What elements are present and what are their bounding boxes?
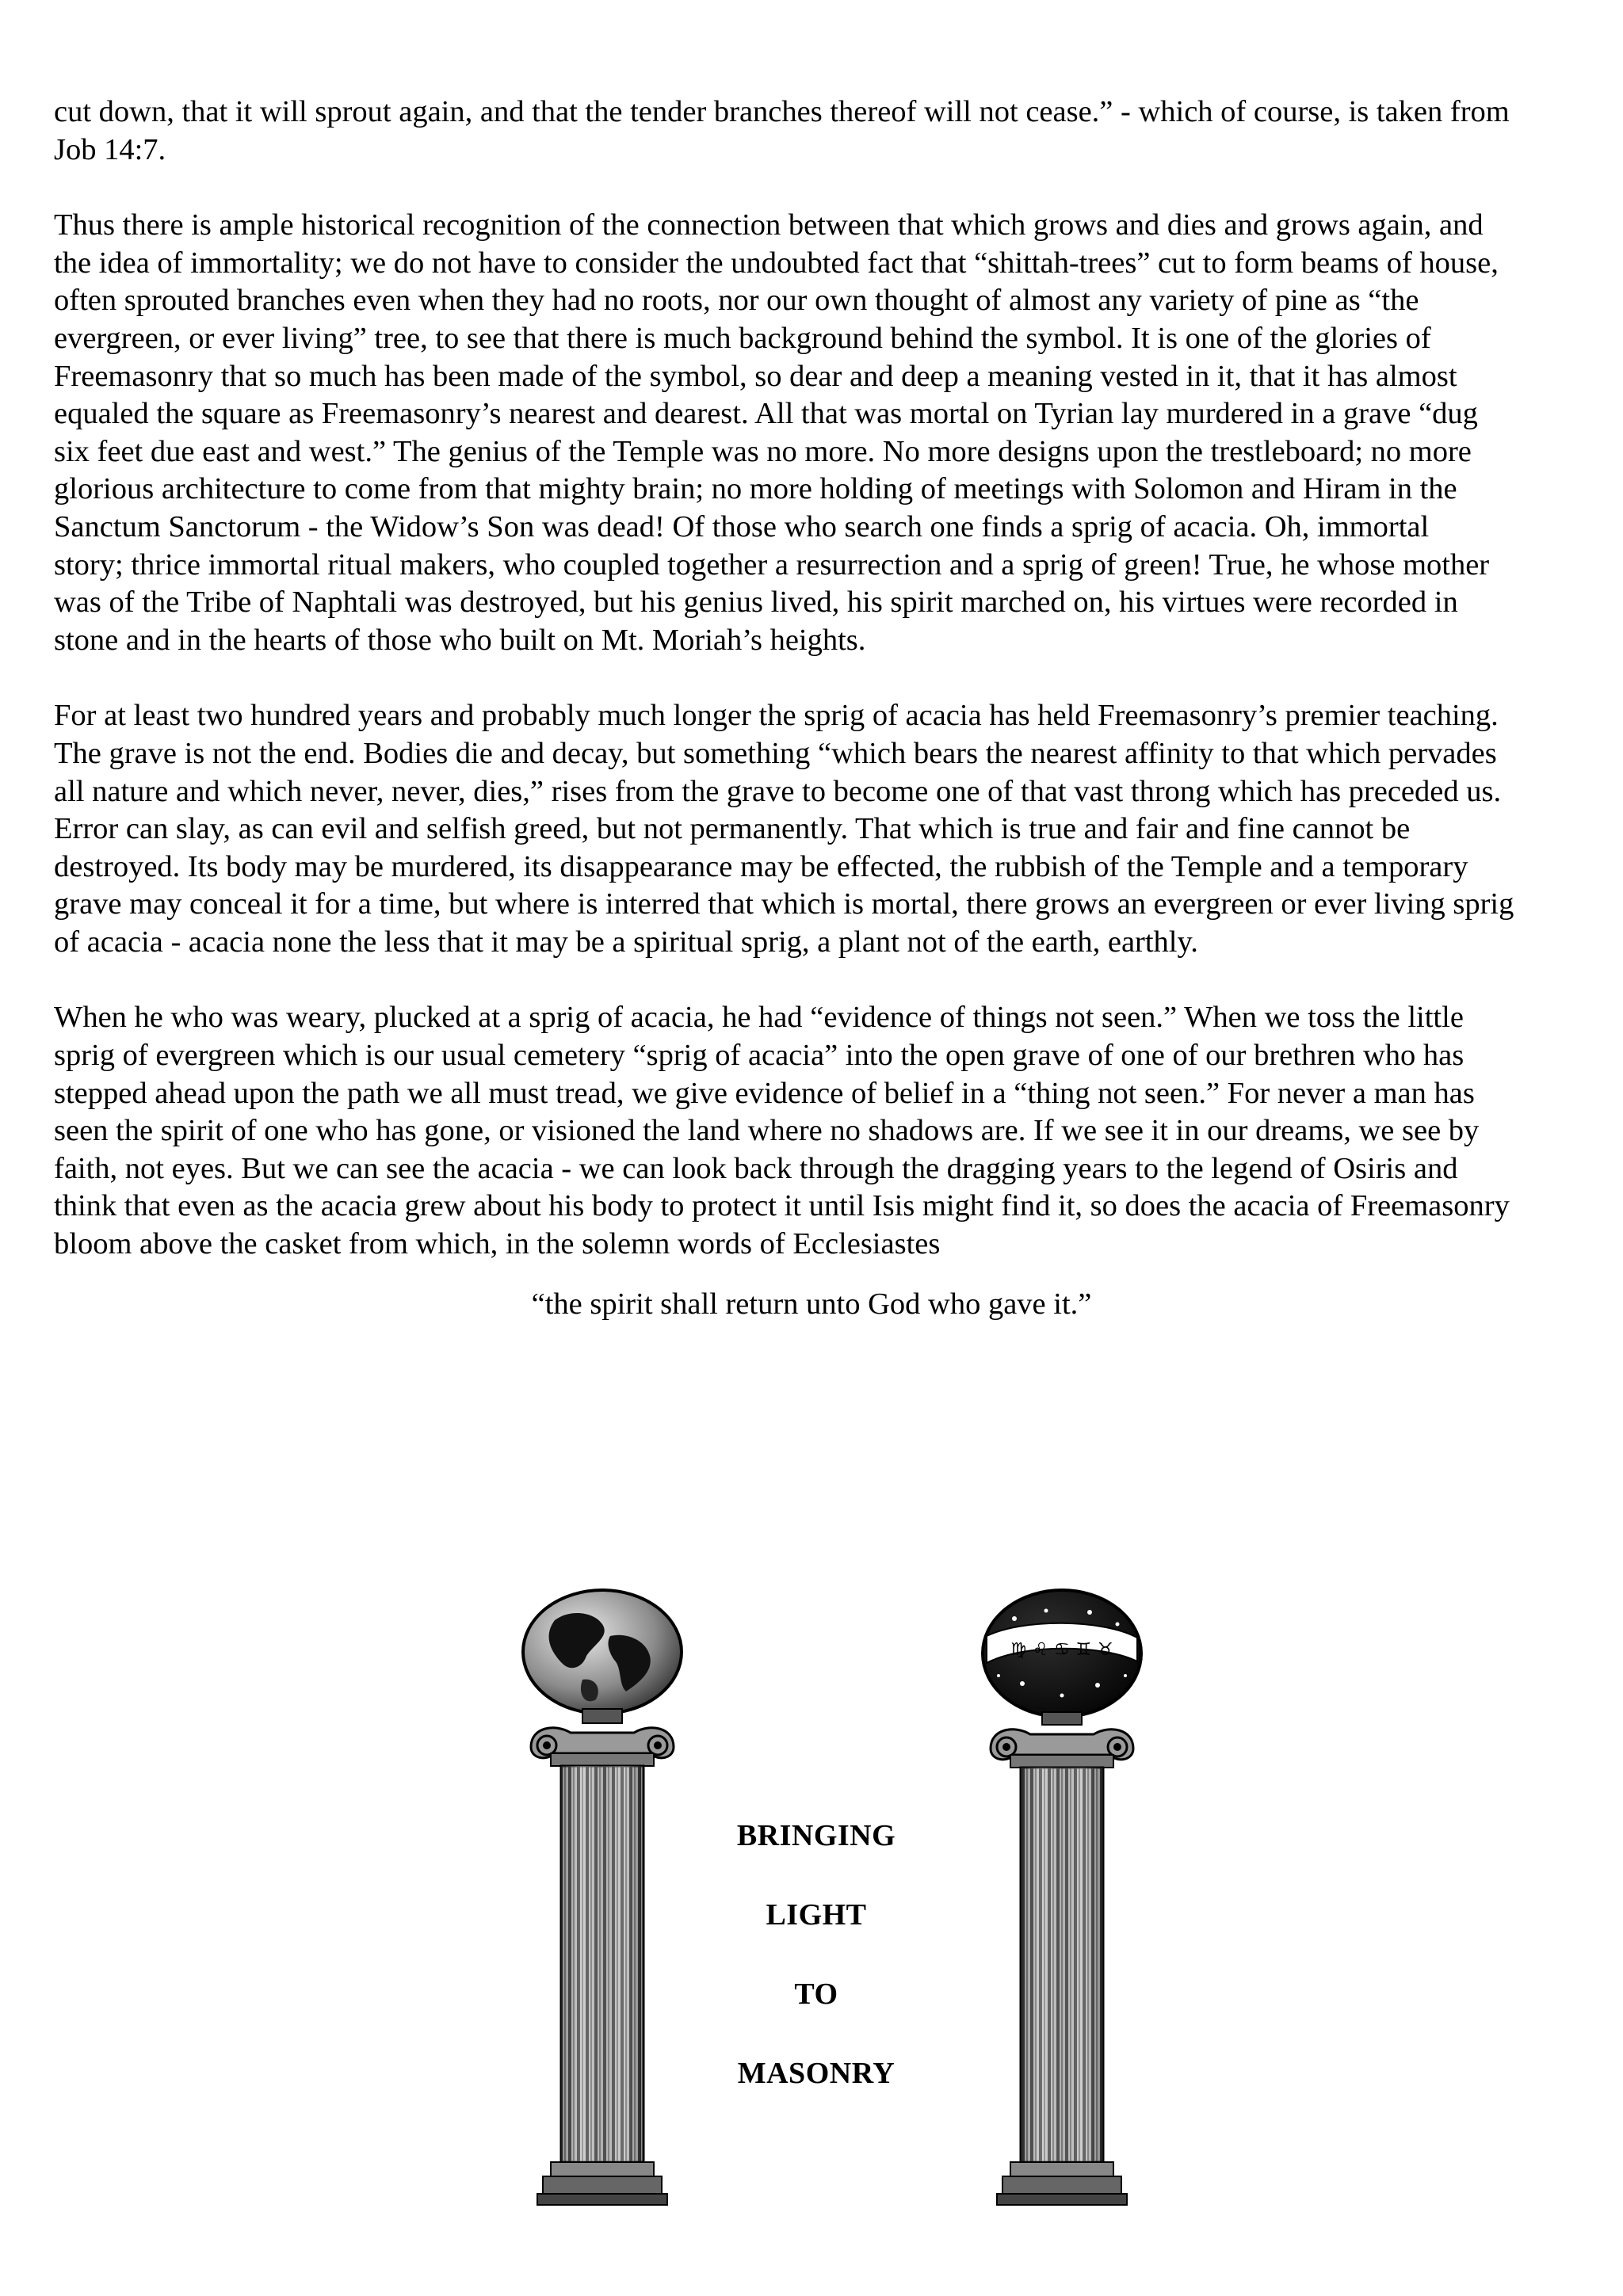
text-line: grave may conceal it for a time, but where is interred that which is mortal, there grows an evergreen or ever living sprig bbox=[54, 887, 1514, 921]
text-line: destroyed. Its body may be murdered, its disappearance may be effected, the rubbish of the Temple and a temporary bbox=[54, 849, 1468, 883]
text-line: stepped ahead upon the path we all must tread, we give evidence of belief in a “thing not seen.” For never a man has bbox=[54, 1076, 1475, 1110]
closing-quote: “the spirit shall return unto God who gave it.” bbox=[531, 1287, 1092, 1321]
text-line: For at least two hundred years and probably much longer the sprig of acacia has held Freemasonry’s premier teaching. bbox=[54, 699, 1499, 733]
text-line: The grave is not the end. Bodies die and decay, but something “which bears the nearest affinity to that which pervades bbox=[54, 736, 1497, 770]
svg-text:♍ ♌ ♋ ♊ ♉: ♍ ♌ ♋ ♊ ♉ bbox=[1010, 1640, 1113, 1660]
text-line: story; thrice immortal ritual makers, who coupled together a resurrection and a sprig of green! True, he whose mother bbox=[54, 547, 1490, 582]
text-line: bloom above the casket from which, in the solemn words of Ecclesiastes bbox=[54, 1227, 941, 1261]
text-line: stone and in the hearts of those who built on Mt. Moriah’s heights. bbox=[54, 623, 866, 657]
emblem-line: BRINGING bbox=[736, 1819, 896, 1852]
paragraph bbox=[54, 207, 1607, 659]
terrestrial-globe-icon bbox=[523, 1590, 682, 1714]
text-line: of acacia - acacia none the less that it may be a spiritual sprig, a plant not of the earth, earthly. bbox=[54, 925, 1198, 959]
emblem-line: MASONRY bbox=[737, 2057, 896, 2090]
emblem-line: LIGHT bbox=[766, 1898, 867, 1932]
text-line: Sanctum Sanctorum - the Widow’s Son was dead! Of those who search one finds a sprig of acacia. Oh, immortal bbox=[54, 509, 1430, 543]
text-line: equaled the square as Freemasonry’s nearest and dearest. All that was mortal on Tyrian lay murdered in a grave “dug bbox=[54, 397, 1478, 431]
text-line: Job 14:7. bbox=[54, 132, 166, 166]
text-line: all nature and which never, never, dies,” rises from the grave to become one of that vast throng which has preceded us. bbox=[54, 774, 1502, 808]
text-line: Error can slay, as can evil and selfish greed, but not permanently. That which is true and fair and fine cannot be bbox=[54, 812, 1411, 846]
celestial-globe-icon bbox=[983, 1590, 1141, 1717]
text-line: When he who was weary, plucked at a sprig of acacia, he had “evidence of things not seen.” When we toss the little bbox=[54, 1001, 1464, 1035]
text-line: evergreen, or ever living” tree, to see that there is much background behind the symbol. It is one of the glories of bbox=[54, 321, 1431, 355]
text-line: was of the Tribe of Naphtali was destroyed, but his genius lived, his spirit marched on, his virtues were recorded in bbox=[54, 585, 1458, 620]
text-line: seen the spirit of one who has gone, or visioned the land where no shadows are. If we see it in our dreams, we see by bbox=[54, 1114, 1480, 1148]
text-line: often sprouted branches even when they had no roots, nor our own thought of almost any variety of pine as “the bbox=[54, 284, 1419, 318]
text-line: the idea of immortality; we do not have to consider the undoubted fact that “shittah-trees” cut to form beams of house, bbox=[54, 246, 1499, 280]
pillars-emblem bbox=[507, 1589, 1157, 2222]
text-line: Thus there is ample historical recognition of the connection between that which grows and dies and grows again, and bbox=[54, 208, 1484, 242]
paragraph bbox=[54, 93, 1607, 169]
paragraph bbox=[54, 999, 1607, 1263]
left-pillar bbox=[523, 1590, 682, 2205]
text-line: glorious architecture to come from that mighty brain; no more holding of meetings with Solomon and Hiram in the bbox=[54, 472, 1457, 506]
text-line: cut down, that it will sprout again, and that the tender branches thereof will not cease.” - which of course, is taken from bbox=[54, 95, 1510, 128]
text-line: six feet due east and west.” The genius of the Temple was no more. No more designs upon the trestleboard; no more bbox=[54, 434, 1472, 468]
text-line: sprig of evergreen which is our usual cemetery “sprig of acacia” into the open grave of one of our brethren who has bbox=[54, 1039, 1465, 1073]
text-line: faith, not eyes. But we can see the acacia - we can look back through the dragging years to the legend of Osiris and bbox=[54, 1151, 1458, 1185]
text-line: think that even as the acacia grew about his body to protect it until Isis might find it, so does the acacia of Freemasonry bbox=[54, 1189, 1510, 1223]
document-body bbox=[54, 93, 1607, 1302]
text-line: Freemasonry that so much has been made of the symbol, so dear and deep a meaning vested in it, that it has almost bbox=[54, 359, 1457, 393]
right-pillar bbox=[983, 1590, 1141, 2205]
paragraph bbox=[54, 697, 1607, 961]
emblem-line: TO bbox=[794, 1978, 838, 2011]
